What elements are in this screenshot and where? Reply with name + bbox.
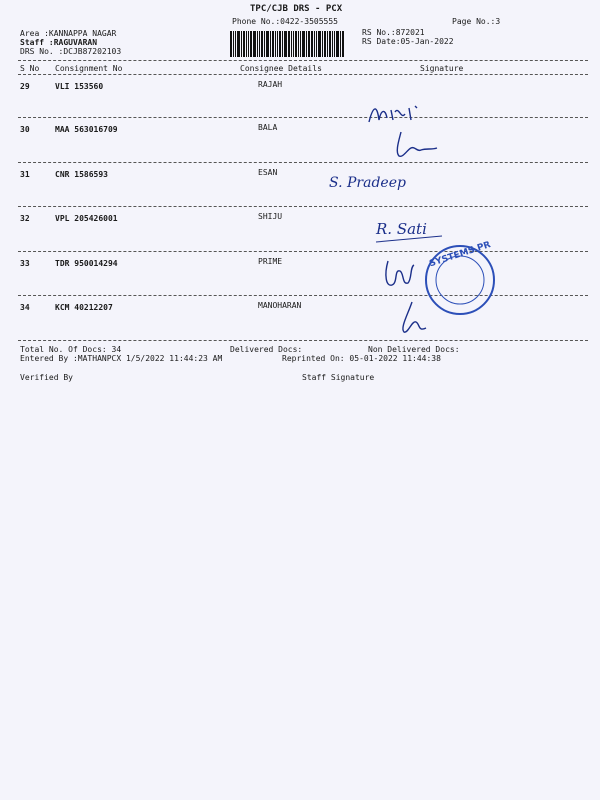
row-consignment: CNR 1586593 — [55, 170, 108, 179]
barcode-bar — [314, 31, 315, 57]
divider — [18, 117, 588, 118]
barcode-bar — [336, 31, 339, 57]
barcode-bar — [324, 31, 326, 57]
barcode-bar — [322, 31, 323, 57]
barcode — [230, 31, 354, 57]
row-sno: 34 — [20, 303, 30, 312]
rs-date: RS Date:05-Jan-2022 — [362, 37, 454, 46]
barcode-bar — [332, 31, 333, 57]
barcode-bar — [300, 31, 301, 57]
barcode-bar — [291, 31, 292, 57]
divider — [18, 162, 588, 163]
barcode-bar — [302, 31, 305, 57]
barcode-bar — [308, 31, 310, 57]
barcode-bar — [282, 31, 283, 57]
barcode-bar — [235, 31, 236, 57]
row-consignee: ESAN — [258, 168, 278, 177]
row-consignee: BALA — [258, 123, 278, 132]
barcode-bar — [275, 31, 276, 57]
barcode-bar — [264, 31, 265, 57]
row-consignment: TDR 950014294 — [55, 259, 118, 268]
row-sno: 32 — [20, 214, 30, 223]
barcode-bar — [277, 31, 278, 57]
divider — [18, 340, 588, 341]
row-sno: 33 — [20, 259, 30, 268]
row-consignee: MANOHARAN — [258, 301, 302, 310]
row-consignee: RAJAH — [258, 80, 283, 89]
col-signature: Signature — [420, 64, 464, 73]
barcode-bar — [266, 31, 269, 57]
area-label: Area :KANNAPPA NAGAR — [20, 29, 117, 38]
svg-text:S. Pradeep: S. Pradeep — [329, 175, 406, 191]
row-consignment: KCM 40212207 — [55, 303, 113, 312]
row-consignee: PRIME — [258, 257, 283, 266]
barcode-bar — [288, 31, 290, 57]
signature-bala — [385, 128, 445, 163]
barcode-bar — [295, 31, 297, 57]
svg-text:SYSTEMS PR: SYSTEMS PR — [428, 240, 493, 270]
row-consignment: MAA 563016709 — [55, 125, 118, 134]
reprinted-on: Reprinted On: 05-01-2022 11:44:38 — [282, 354, 441, 363]
col-consignee: Consignee Details — [240, 64, 322, 73]
delivered-docs: Delivered Docs: — [230, 345, 303, 354]
barcode-bar — [257, 31, 258, 57]
barcode-bar — [270, 31, 271, 57]
barcode-bar — [248, 31, 249, 57]
barcode-bar — [329, 31, 331, 57]
row-sno: 29 — [20, 82, 30, 91]
signature-manoharan — [392, 298, 442, 338]
barcode-bar — [259, 31, 260, 57]
row-sno: 30 — [20, 125, 30, 134]
svg-text:R. Sati: R. Sati — [376, 220, 427, 238]
col-consignment: Consignment No — [55, 64, 123, 73]
row-consignment: VPL 205426001 — [55, 214, 118, 223]
barcode-bar — [246, 31, 247, 57]
page-number: Page No.:3 — [452, 17, 501, 26]
barcode-bar — [233, 31, 234, 57]
row-consignee: SHIJU — [258, 212, 283, 221]
divider — [18, 60, 588, 61]
divider — [18, 206, 588, 207]
barcode-bar — [241, 31, 242, 57]
barcode-bar — [340, 31, 341, 57]
staff-label: Staff :RAGUVARAN — [20, 38, 98, 47]
barcode-bar — [316, 31, 317, 57]
rs-number: RS No.:872021 — [362, 28, 425, 37]
barcode-bar — [311, 31, 313, 57]
barcode-bar — [306, 31, 307, 57]
barcode-bar — [253, 31, 256, 57]
barcode-bar — [318, 31, 321, 57]
signature-esan — [325, 167, 445, 197]
barcode-bar — [243, 31, 245, 57]
barcode-bar — [293, 31, 294, 57]
row-sno: 31 — [20, 170, 30, 179]
barcode-bar — [279, 31, 281, 57]
divider — [18, 74, 588, 75]
barcode-bar — [327, 31, 328, 57]
barcode-bar — [230, 31, 232, 57]
col-sno: S No — [20, 64, 40, 73]
barcode-bar — [250, 31, 252, 57]
entered-by: Entered By :MATHANPCX 1/5/2022 11:44:23 AM — [20, 354, 223, 363]
barcode-bar — [334, 31, 335, 57]
barcode-bar — [342, 31, 344, 57]
barcode-bar — [272, 31, 274, 57]
non-delivered-docs: Non Delivered Docs: — [368, 345, 460, 354]
total-docs: Total No. Of Docs: 34 — [20, 345, 122, 354]
verified-by-label: Verified By — [20, 373, 73, 382]
row-consignment: VLI 153560 — [55, 82, 104, 91]
document-title: TPC/CJB DRS - PCX — [250, 4, 343, 14]
barcode-bar — [237, 31, 240, 57]
phone-number: Phone No.:0422-3505555 — [232, 17, 338, 26]
barcode-bar — [284, 31, 287, 57]
staff-signature-label: Staff Signature — [302, 373, 375, 382]
signature-prime — [380, 255, 430, 295]
barcode-bar — [261, 31, 263, 57]
drs-number: DRS No. :DCJB87202103 — [20, 47, 122, 56]
barcode-bar — [298, 31, 299, 57]
